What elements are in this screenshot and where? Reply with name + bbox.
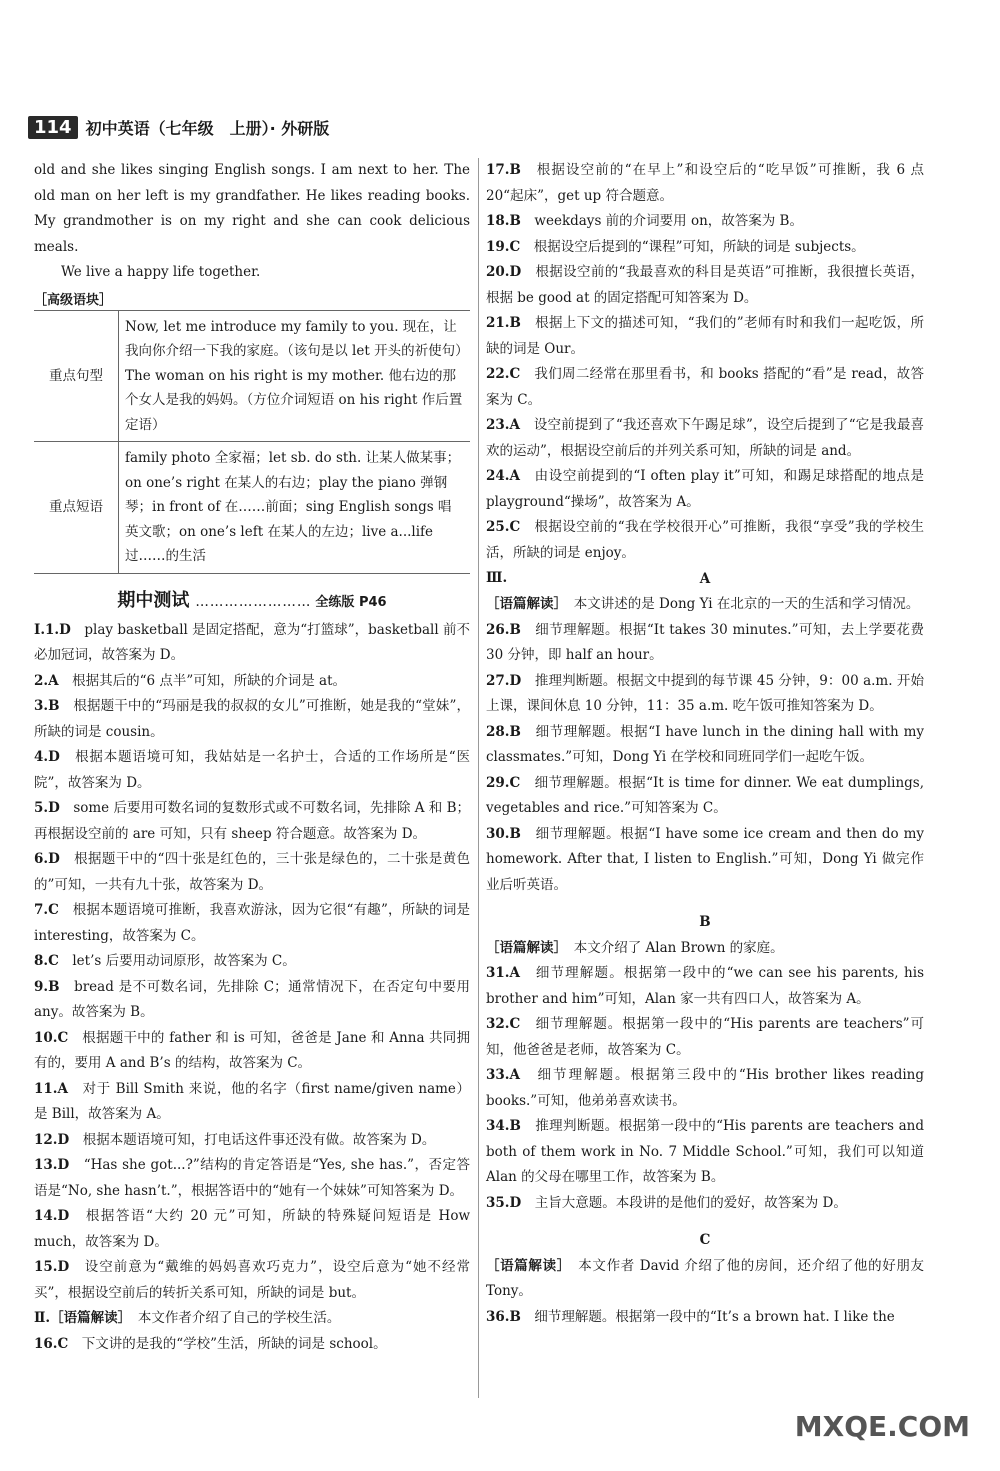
- answer-text: 根据题干中的“玛丽是我的叔叔的女儿”可推断，她是我的“堂妹”，所缺的词是 cousin。: [34, 698, 471, 740]
- answer-number: 4.D: [34, 749, 60, 765]
- answer-item: [486, 822, 924, 899]
- answer-text: 根据本题语境可知，我姑姑是一名护士，合适的工作场所是“医院”，故答案为 D。: [34, 749, 471, 791]
- answer-text: 细节理解题。根据第一段中的“It’s a brown hat. I like the: [534, 1308, 895, 1325]
- answer-item: [486, 158, 924, 209]
- answer-number: 12.D: [34, 1131, 70, 1148]
- answer-item: [34, 669, 470, 695]
- answer-item: [34, 1128, 470, 1154]
- answer-number: 8.C: [34, 953, 59, 969]
- answer-text: 根据本题语境可知，打电话这件事还没有做。故答案为 D。: [82, 1131, 436, 1148]
- answer-text: 下文讲的是我的“学校”生活，所缺的词是 school。: [81, 1335, 387, 1352]
- passage-intro: ［语篇解读］ 本文讲述的是 Dong Yi 在北京的一天的生活和学习情况。: [486, 596, 920, 612]
- answer-number: 34.B: [486, 1118, 521, 1134]
- answer-item: [34, 618, 470, 669]
- answer-number: 3.B: [34, 698, 60, 714]
- answer-text: 细节理解题。根据“I have some ice cream and then do my homework. After that, I listen to English.”可知，Dong Yi 做完作业后听英语。: [486, 825, 924, 893]
- table-row: [34, 310, 470, 442]
- page-reference: 全练版 P46: [315, 594, 387, 610]
- answer-text: weekdays 前的介词要用 on，故答案为 B。: [534, 213, 803, 229]
- page-header: [28, 112, 329, 142]
- answer-text: 根据题干中的“四十张是红色的，三十张是绿色的，二十张是黄色的”可知，一共有九十张，故答案为 D。: [34, 851, 471, 893]
- answer-item: [486, 209, 924, 235]
- answer-text: let’s 后要用动词原形，故答案为 C。: [72, 953, 296, 969]
- midterm-heading: [34, 586, 470, 612]
- answer-item: [486, 1191, 924, 1217]
- answer-item: [34, 1306, 470, 1332]
- answer-text: 我们周二经常在那里看书，和 books 搭配的“看”是 read，故答案为 C。: [486, 366, 924, 408]
- answer-item: [34, 1153, 470, 1204]
- midterm-title: 期中测试: [117, 589, 190, 611]
- answer-text: 设空前意为“戴维的妈妈喜欢巧克力”，设空后意为“她不经常买”，根据设空前后的转折关系可知，所缺的词是 but。: [34, 1259, 470, 1301]
- row-label: 重点句型: [34, 310, 119, 442]
- answer-item: [34, 694, 470, 745]
- row-label: 重点短语: [34, 442, 119, 574]
- answer-item: [34, 1255, 470, 1306]
- answer-number: 35.D: [486, 1194, 522, 1211]
- answer-item: [486, 413, 924, 464]
- answer-number: 6.D: [34, 851, 60, 867]
- passage-label: A: [699, 570, 711, 587]
- answer-text: 根据设空前的“我最喜欢的科目是英语”可推断，我很擅长英语，根据 be good at 的固定搭配可知答案为 D。: [486, 264, 924, 306]
- answer-text: 细节理解题。根据“I have lunch in the dining hall with my classmates.”可知，Dong Yi 在学校和同班同学们一起吃午饭。: [486, 723, 924, 765]
- answer-number: 24.A: [486, 468, 520, 484]
- answer-text: 对于 Bill Smith 来说，他的名字（first name/given name）是 Bill，故答案为 A。: [34, 1080, 471, 1122]
- answer-item: [486, 961, 924, 1012]
- answer-item: [486, 260, 924, 311]
- answer-number: 31.A: [486, 965, 520, 981]
- section-label: Ⅲ.: [486, 570, 508, 586]
- answer-text: 推理判断题。根据文中提到的每节课 45 分钟，9：00 a.m. 开始上课，课间休息 10 分钟，11：35 a.m. 吃午饭可推知答案为 D。: [486, 672, 925, 714]
- passage-intro: ［语篇解读］ 本文介绍了 Alan Brown 的家庭。: [486, 939, 784, 956]
- book-title: 初中英语（七年级 上册）· 外研版: [85, 118, 330, 138]
- answer-number: 9.B: [34, 978, 60, 995]
- answer-text: 由设空前提到的“I often play it”可知，和踢足球搭配的地点是 playground“操场”，故答案为 A。: [486, 468, 925, 510]
- passage-intro: ［语篇解读］ 本文作者 David 介绍了他的房间，还介绍了他的好朋友 Tony。: [486, 1257, 925, 1299]
- answer-text: “Has she got...?”结构的肯定答语是“Yes, she has.”，否定答语是“No, she hasn’t.”，根据答语中的“她有一个妹妹”可知答案为 D。: [34, 1157, 470, 1199]
- answer-list: [486, 1305, 924, 1331]
- answer-number: 36.B: [486, 1308, 521, 1325]
- answer-text: 推理判断题。根据第一段中的“His parents are teachers and both of them work in No. 7 Middle School.”可知，我们可以知道 Alan 的父母在哪里工作，故答案为 B。: [486, 1118, 924, 1185]
- page-number: 114: [28, 116, 78, 139]
- answer-item: [486, 1305, 924, 1331]
- answer-text: 细节理解题。根据第一段中的“we can see his parents, his brother and him”可知，Alan 家一共有四口人，故答案为 A。: [486, 965, 924, 1007]
- answer-number: 10.C: [34, 1029, 69, 1046]
- answer-item: [486, 1012, 924, 1063]
- answer-list: [34, 618, 470, 1358]
- answer-text: 细节理解题。根据“It is time for dinner. We eat dumplings, vegetables and rice.”可知答案为 C。: [486, 774, 924, 816]
- answer-text: 本文作者介绍了自己的学校生活。: [137, 1310, 341, 1326]
- paragraph: We live a happy life together.: [61, 264, 261, 280]
- answer-list: [486, 158, 924, 566]
- answer-number: 14.D: [34, 1208, 70, 1224]
- row-content: Now, let me introduce my family to you. 现在，让我向你介绍一下我的家庭。（该句是以 let 开头的祈使句）The woman on his right is my mother. 他右边的那个女人是我的妈妈。（方位介词短语 on his right 作后置定语）: [119, 310, 471, 442]
- answer-text: 根据本题语境可推断，我喜欢游泳，因为它很“有趣”，所缺的词是 interesting，故答案为 C。: [34, 902, 471, 944]
- answer-item: [34, 1077, 470, 1128]
- answer-number: 5.D: [34, 800, 60, 816]
- answer-number: 33.A: [486, 1067, 520, 1083]
- answer-list: [486, 618, 924, 899]
- answer-number: 27.D: [486, 672, 522, 689]
- answer-text: 细节理解题。根据第三段中的“His brother likes reading books.”可知，他弟弟喜欢读书。: [486, 1067, 924, 1109]
- answer-list: [486, 961, 924, 1216]
- paragraph: old and she likes singing English songs. I am next to her. The old man on her left is my grandfather. He likes reading books. My grandmother is on my right and she can cook delicious meals.: [34, 162, 470, 255]
- right-column: [486, 158, 924, 1330]
- answer-item: [34, 975, 470, 1026]
- answer-text: 根据其后的“6 点半”可知，所缺的介词是 at。: [72, 672, 347, 689]
- answer-item: [34, 1026, 470, 1077]
- answer-item: [486, 669, 924, 720]
- answer-number: 26.B: [486, 621, 521, 638]
- passage-label: B: [699, 914, 711, 930]
- answer-number: 29.C: [486, 774, 521, 791]
- answer-text: some 后要用可数名词的复数形式或不可数名词，先排除 A 和 B；再根据设空前的 are 可知，只有 sheep 符合题意。故答案为 D。: [34, 800, 470, 842]
- answer-number: 25.C: [486, 519, 521, 535]
- answer-number: 18.B: [486, 213, 521, 229]
- advanced-title: ［高级语块］: [34, 292, 113, 308]
- answer-item: [486, 720, 924, 771]
- answer-text: 根据设空前的“在早上”和设空后的“吃早饭”可推断，我 6 点 20“起床”，get up 符合题意。: [486, 162, 925, 204]
- answer-item: [486, 618, 924, 669]
- column-divider: [478, 158, 479, 1398]
- answer-number: 30.B: [486, 825, 521, 842]
- answer-text: 主旨大意题。本段讲的是他们的爱好，故答案为 D。: [534, 1194, 847, 1211]
- answer-number: 17.B: [486, 162, 521, 178]
- answer-item: [34, 1204, 470, 1255]
- answer-number: 20.D: [486, 264, 522, 280]
- answer-text: bread 是不可数名词，先排除 C；通常情况下，在否定句中要用 any。故答案为 B。: [34, 978, 471, 1020]
- answer-number: 19.C: [486, 238, 521, 255]
- answer-number: 15.D: [34, 1259, 70, 1275]
- answer-text: 细节理解题。根据“It takes 30 minutes.”可知，去上学要花费 30 分钟，即 half an hour。: [486, 621, 925, 663]
- answer-number: Ⅱ.［语篇解读］: [34, 1310, 125, 1326]
- answer-number: 21.B: [486, 315, 521, 331]
- answer-number: 23.A: [486, 417, 520, 433]
- answer-number: 11.A: [34, 1080, 68, 1097]
- answer-item: [486, 771, 924, 822]
- answer-text: 根据设空后提到的“课程”可知，所缺的词是 subjects。: [533, 238, 865, 255]
- answer-number: Ⅰ.1.D: [34, 621, 71, 638]
- answer-item: [34, 898, 470, 949]
- answer-number: 7.C: [34, 902, 59, 918]
- leader-dots: ……………………: [195, 593, 312, 610]
- answer-text: 根据设空前的“我在学校很开心”可推断，我很“享受”我的学校生活，所缺的词是 enjoy。: [486, 519, 925, 561]
- answer-text: 根据题干中的 father 和 is 可知，爸爸是 Jane 和 Anna 共同拥有的，要用 A and B’s 的结构，故答案为 C。: [34, 1029, 471, 1071]
- answer-text: 根据答语“大约 20 元”可知，所缺的特殊疑问短语是 How much，故答案为 D。: [34, 1208, 471, 1250]
- answer-item: [486, 464, 924, 515]
- answer-text: play basketball 是固定搭配，意为“打篮球”，basketball 前不必加冠词，故答案为 D。: [34, 621, 471, 663]
- answer-text: 根据上下文的描述可知，“我们的”老师有时和我们一起吃饭，所缺的词是 Our。: [486, 315, 925, 357]
- table-row: [34, 442, 470, 574]
- answer-item: [486, 311, 924, 362]
- answer-number: 16.C: [34, 1335, 69, 1352]
- answer-item: [34, 847, 470, 898]
- answer-text: 细节理解题。根据第一段中的“His parents are teachers”可知，他爸爸是老师，故答案为 C。: [486, 1016, 924, 1058]
- answer-item: [34, 745, 470, 796]
- answer-item: [486, 1114, 924, 1191]
- answer-item: [486, 515, 924, 566]
- answer-item: [486, 235, 924, 261]
- answer-item: [34, 796, 470, 847]
- answer-number: 22.C: [486, 366, 521, 382]
- answer-item: [34, 949, 470, 975]
- answer-number: 28.B: [486, 723, 521, 740]
- answer-number: 32.C: [486, 1016, 521, 1032]
- left-column: [34, 158, 470, 1357]
- answer-text: 设空前提到了“我还喜欢下午踢足球”，设空后提到了“它是我最喜欢的运动”，根据设空前后的并列关系可知，所缺的词是 and。: [486, 417, 924, 459]
- answer-number: 2.A: [34, 672, 59, 689]
- answer-item: [486, 1063, 924, 1114]
- watermark-logo: MXQE.COM: [794, 1410, 970, 1443]
- answer-item: [34, 1332, 470, 1358]
- vocab-table: [34, 310, 470, 574]
- answer-number: 13.D: [34, 1157, 70, 1173]
- row-content: family photo 全家福；let sb. do sth. 让某人做某事；on one’s right 在某人的右边；play the piano 弹钢琴；in front of 在……前面；sing English songs 唱英文歌；on one’s left 在某人的左边；live a...life 过……的生活: [119, 442, 471, 574]
- passage-label: C: [699, 1232, 711, 1248]
- answer-item: [486, 362, 924, 413]
